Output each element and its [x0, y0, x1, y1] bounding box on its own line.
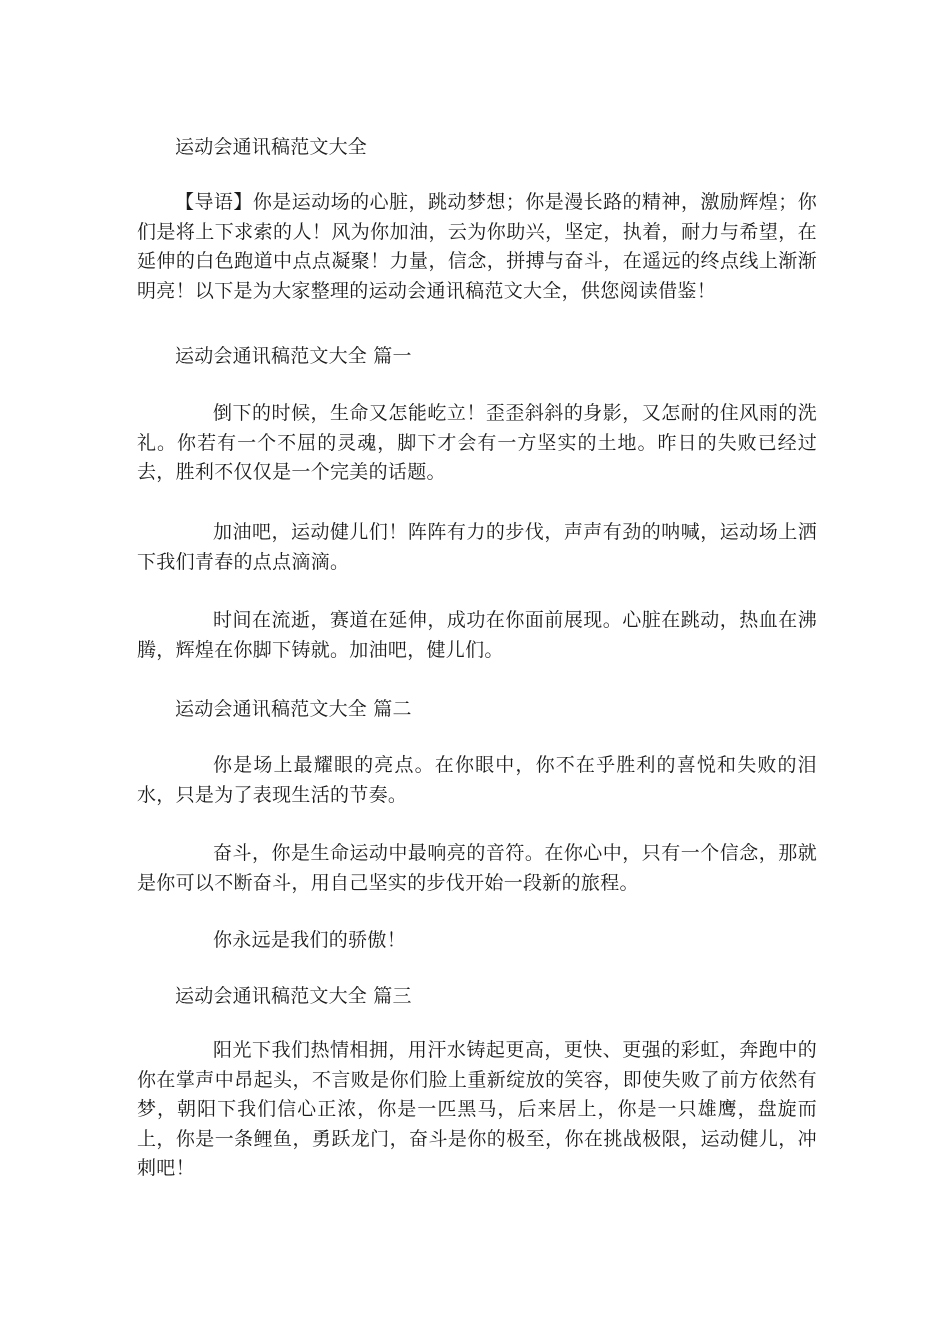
section-1-paragraph-1: 倒下的时候，生命又怎能屹立！歪歪斜斜的身影，又怎耐的住风雨的洗礼。你若有一个不屈的灵魂，脚下才会有一方坚实的土地。昨日的失败已经过去，胜利不仅仅是一个完美的话题。	[137, 402, 817, 483]
section-2-paragraph-3: 你永远是我们的骄傲！	[213, 929, 407, 951]
section-heading-3: 运动会通讯稿范文大全 篇三	[175, 985, 412, 1007]
section-3-paragraph-1: 阳光下我们热情相拥，用汗水铸起更高，更快、更强的彩虹，奔跑中的你在掌声中昂起头，不言败是你们脸上重新绽放的笑容，即使失败了前方依然有梦，朝阳下我们信心正浓，你是一匹黑马，后来居上，你是一只雄鹰，盘旋而上，你是一条鲤鱼，勇跃龙门，奋斗是你的极至，你在挑战极限，运动健儿，冲刺吧！	[137, 1039, 817, 1179]
section-1-paragraph-2: 加油吧，运动健儿们！阵阵有力的步伐，声声有劲的呐喊，运动场上洒下我们青春的点点滴滴。	[137, 521, 817, 573]
section-2-paragraph-2: 奋斗，你是生命运动中最响亮的音符。在你心中，只有一个信念，那就是你可以不断奋斗，用自己坚实的步伐开始一段新的旅程。	[137, 842, 817, 894]
section-2-paragraph-1: 你是场上最耀眼的亮点。在你眼中，你不在乎胜利的喜悦和失败的泪水，只是为了表现生活的节奏。	[137, 754, 817, 806]
intro-paragraph: 【导语】你是运动场的心脏，跳动梦想；你是漫长路的精神，激励辉煌；你们是将上下求索的人！风为你加油，云为你助兴，坚定，执着，耐力与希望，在延伸的白色跑道中点点凝聚！力量，信念，拼搏与奋斗，在遥远的终点线上渐渐明亮！以下是为大家整理的运动会通讯稿范文大全，供您阅读借鉴！	[137, 191, 817, 302]
section-heading-1: 运动会通讯稿范文大全 篇一	[175, 345, 412, 367]
section-heading-2: 运动会通讯稿范文大全 篇二	[175, 698, 412, 720]
section-1-paragraph-3: 时间在流逝，赛道在延伸，成功在你面前展现。心脏在跳动，热血在沸腾，辉煌在你脚下铸就。加油吧，健儿们。	[137, 609, 817, 661]
document-title: 运动会通讯稿范文大全	[175, 136, 368, 158]
